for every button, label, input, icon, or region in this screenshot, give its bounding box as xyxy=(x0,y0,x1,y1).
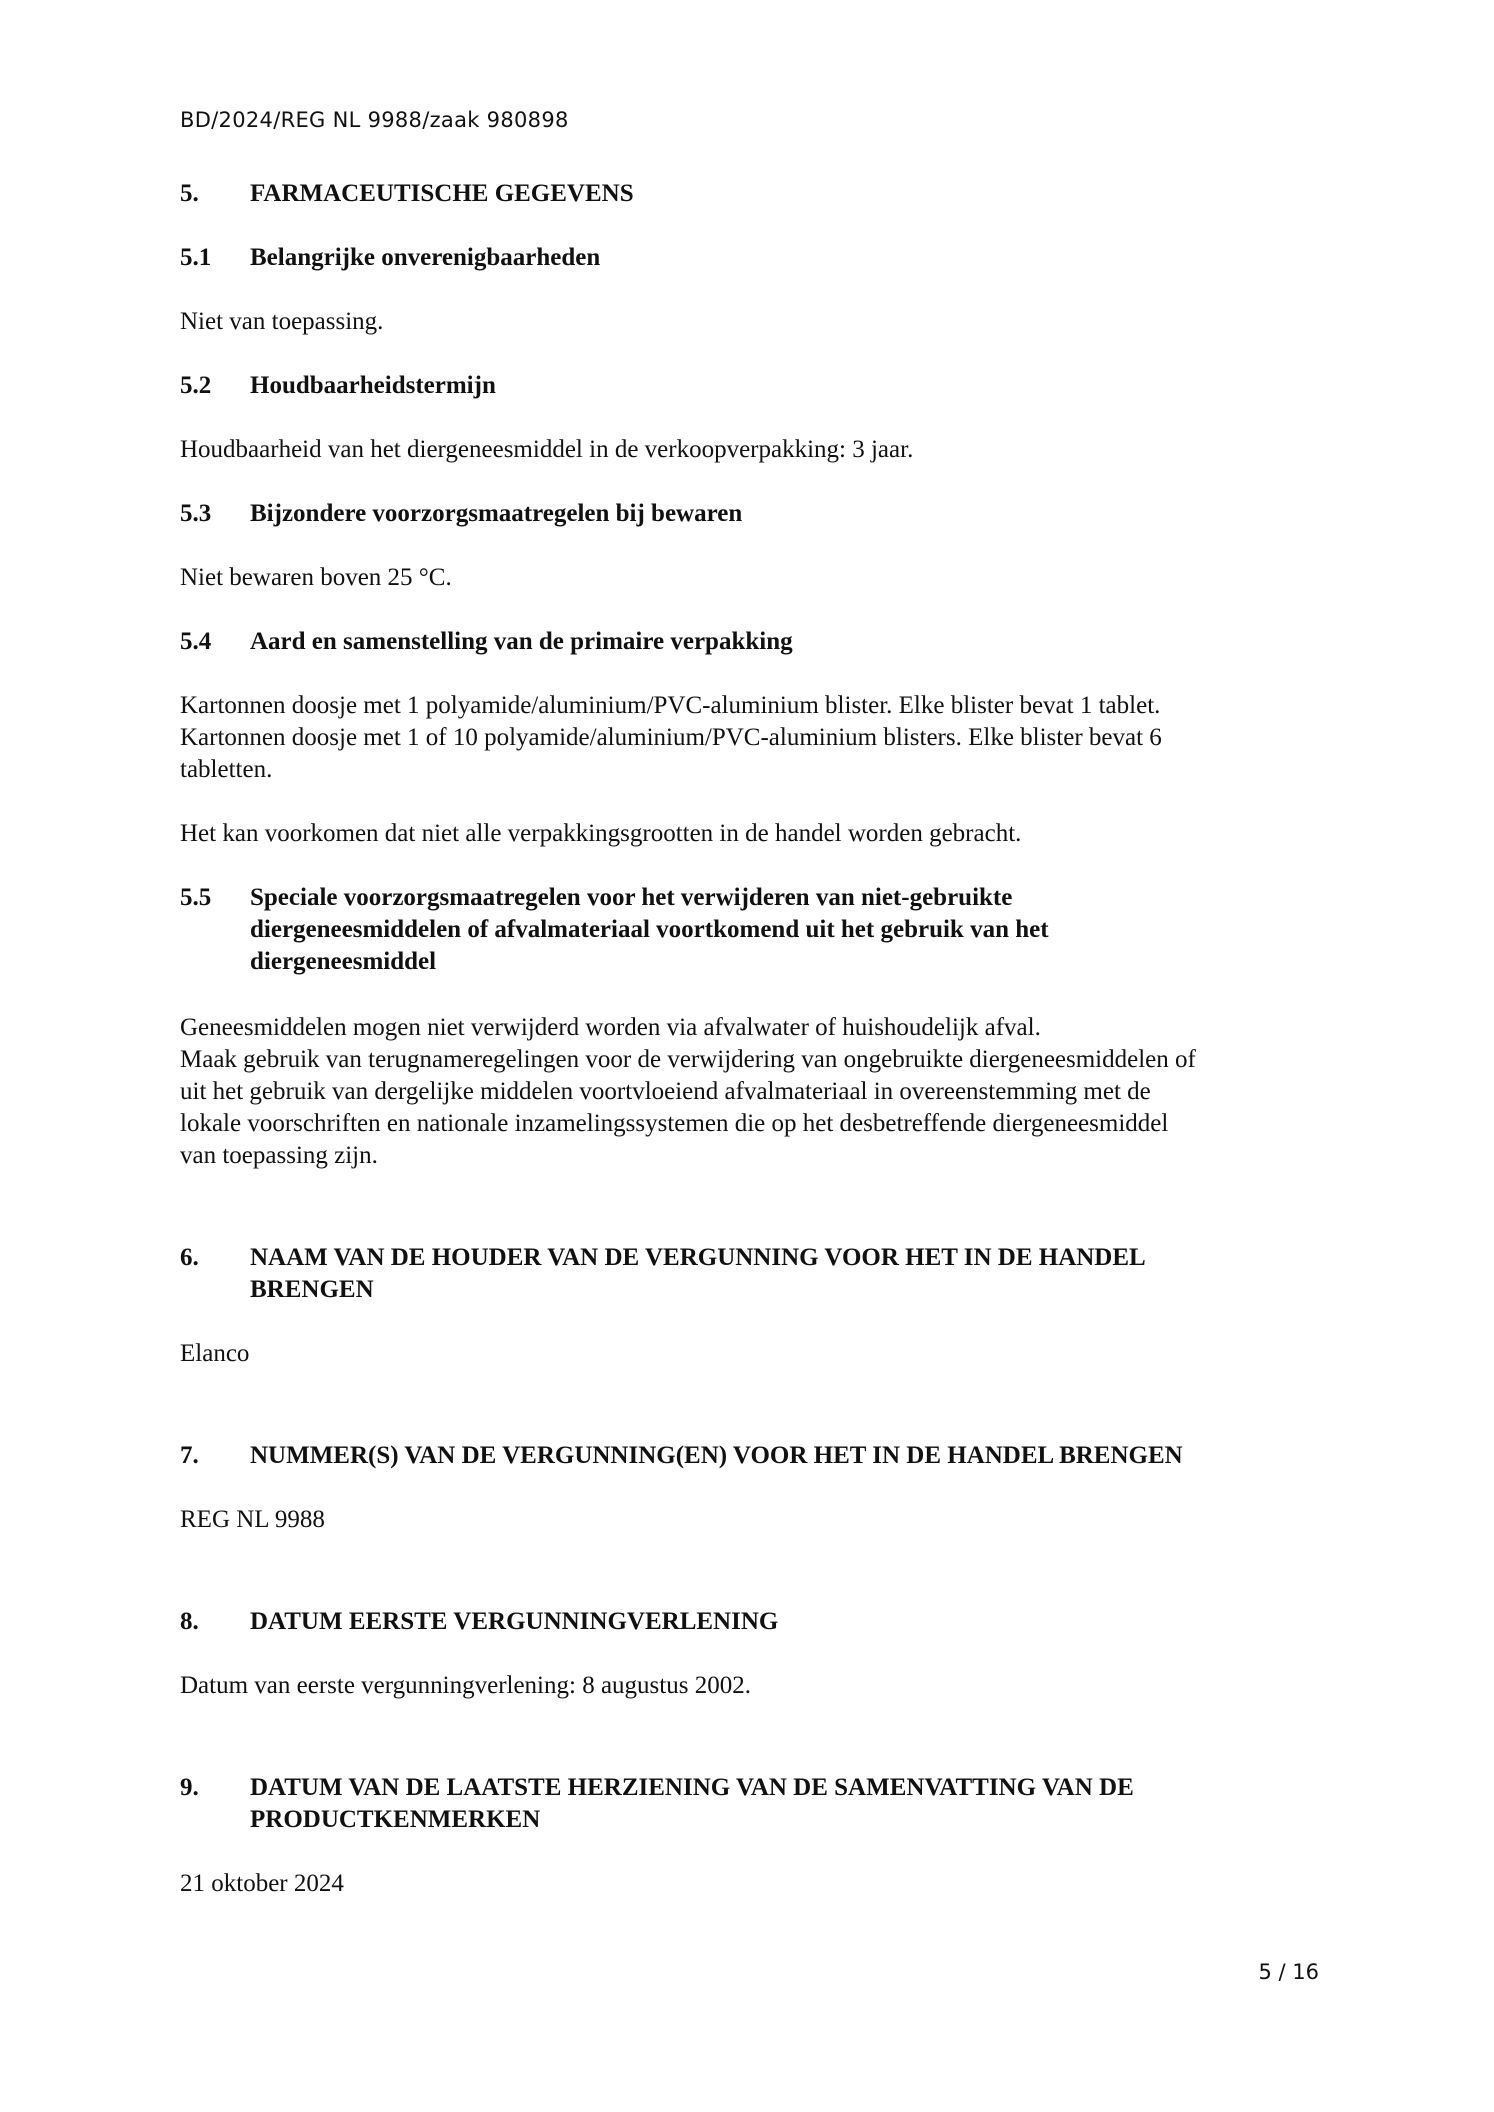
section-title: Belangrijke onverenigbaarheden xyxy=(250,244,601,271)
section-title: DATUM EERSTE VERGUNNINGVERLENING xyxy=(250,1608,779,1635)
section-5-4-heading xyxy=(180,626,1330,658)
section-5-5-heading xyxy=(180,882,1330,978)
section-6-heading xyxy=(180,1242,1330,1306)
section-number: 8. xyxy=(180,1608,199,1635)
section-8-heading xyxy=(180,1606,1330,1638)
section-title: Houdbaarheidstermijn xyxy=(250,372,496,399)
document-reference: BD/2024/REG NL 9988/zaak 980898 xyxy=(180,108,569,132)
title-line: diergeneesmiddelen of afvalmateriaal voortkomend uit het gebruik van het xyxy=(250,916,1049,943)
text-line: Kartonnen doosje met 1 of 10 polyamide/aluminium/PVC-aluminium blisters. Elke blister bevat 6 xyxy=(180,724,1162,751)
title-line: NAAM VAN DE HOUDER VAN DE VERGUNNING VOOR HET IN DE HANDEL xyxy=(250,1244,1146,1271)
section-5-4-paragraph xyxy=(180,690,1330,786)
text-line: Geneesmiddelen mogen niet verwijderd worden via afvalwater of huishoudelijk afval. xyxy=(180,1014,1041,1041)
section-5-heading xyxy=(180,178,1330,210)
section-5-5-paragraph xyxy=(180,1012,1330,1172)
section-number: 6. xyxy=(180,1244,199,1271)
section-number: 7. xyxy=(180,1442,199,1469)
section-title xyxy=(250,882,1330,978)
section-9-heading xyxy=(180,1772,1330,1836)
text-line: Kartonnen doosje met 1 polyamide/aluminium/PVC-aluminium blister. Elke blister bevat 1 tablet. xyxy=(180,692,1161,719)
section-5-3-heading xyxy=(180,498,1330,530)
section-number: 5.2 xyxy=(180,372,212,399)
title-line: DATUM VAN DE LAATSTE HERZIENING VAN DE SAMENVATTING VAN DE xyxy=(250,1774,1134,1801)
text-line: lokale voorschriften en nationale inzamelingssystemen die op het desbetreffende diergeneesmiddel xyxy=(180,1110,1169,1137)
section-7-heading xyxy=(180,1440,1330,1472)
section-title: FARMACEUTISCHE GEGEVENS xyxy=(250,180,634,207)
section-5-3-text: Niet bewaren boven 25 °C. xyxy=(180,564,452,591)
section-5-2-heading xyxy=(180,370,1330,402)
section-number: 5.1 xyxy=(180,244,212,271)
section-8-text: Datum van eerste vergunningverlening: 8 augustus 2002. xyxy=(180,1672,751,1699)
title-line: Speciale voorzorgsmaatregelen voor het verwijderen van niet-gebruikte xyxy=(250,884,1013,911)
page-number: 5 / 16 xyxy=(1258,1960,1319,1984)
section-5-4-note: Het kan voorkomen dat niet alle verpakkingsgrootten in de handel worden gebracht. xyxy=(180,820,1022,847)
document-body xyxy=(180,178,1330,1900)
section-title xyxy=(250,1772,1330,1836)
section-9-text: 21 oktober 2024 xyxy=(180,1870,344,1897)
title-line: diergeneesmiddel xyxy=(250,948,437,975)
section-5-2-text: Houdbaarheid van het diergeneesmiddel in de verkoopverpakking: 3 jaar. xyxy=(180,436,914,463)
text-line: uit het gebruik van dergelijke middelen voortvloeiend afvalmateriaal in overeenstemming met de xyxy=(180,1078,1151,1105)
section-number: 5.4 xyxy=(180,628,212,655)
section-title: Aard en samenstelling van de primaire verpakking xyxy=(250,628,793,655)
text-line: Maak gebruik van terugnameregelingen voor de verwijdering van ongebruikte diergeneesmiddelen of xyxy=(180,1046,1196,1073)
section-5-1-text: Niet van toepassing. xyxy=(180,308,384,335)
section-number: 5. xyxy=(180,180,199,207)
section-number: 5.5 xyxy=(180,884,212,911)
section-title: Bijzondere voorzorgsmaatregelen bij bewaren xyxy=(250,500,743,527)
title-line: PRODUCTKENMERKEN xyxy=(250,1806,541,1833)
section-7-text: REG NL 9988 xyxy=(180,1506,325,1533)
title-line: BRENGEN xyxy=(250,1276,374,1303)
text-line: tabletten. xyxy=(180,756,273,783)
text-line: van toepassing zijn. xyxy=(180,1142,378,1169)
section-6-text: Elanco xyxy=(180,1340,250,1367)
section-5-1-heading xyxy=(180,242,1330,274)
section-number: 9. xyxy=(180,1774,199,1801)
section-title xyxy=(250,1242,1330,1306)
section-title: NUMMER(S) VAN DE VERGUNNING(EN) VOOR HET IN DE HANDEL BRENGEN xyxy=(250,1442,1183,1469)
section-number: 5.3 xyxy=(180,500,212,527)
